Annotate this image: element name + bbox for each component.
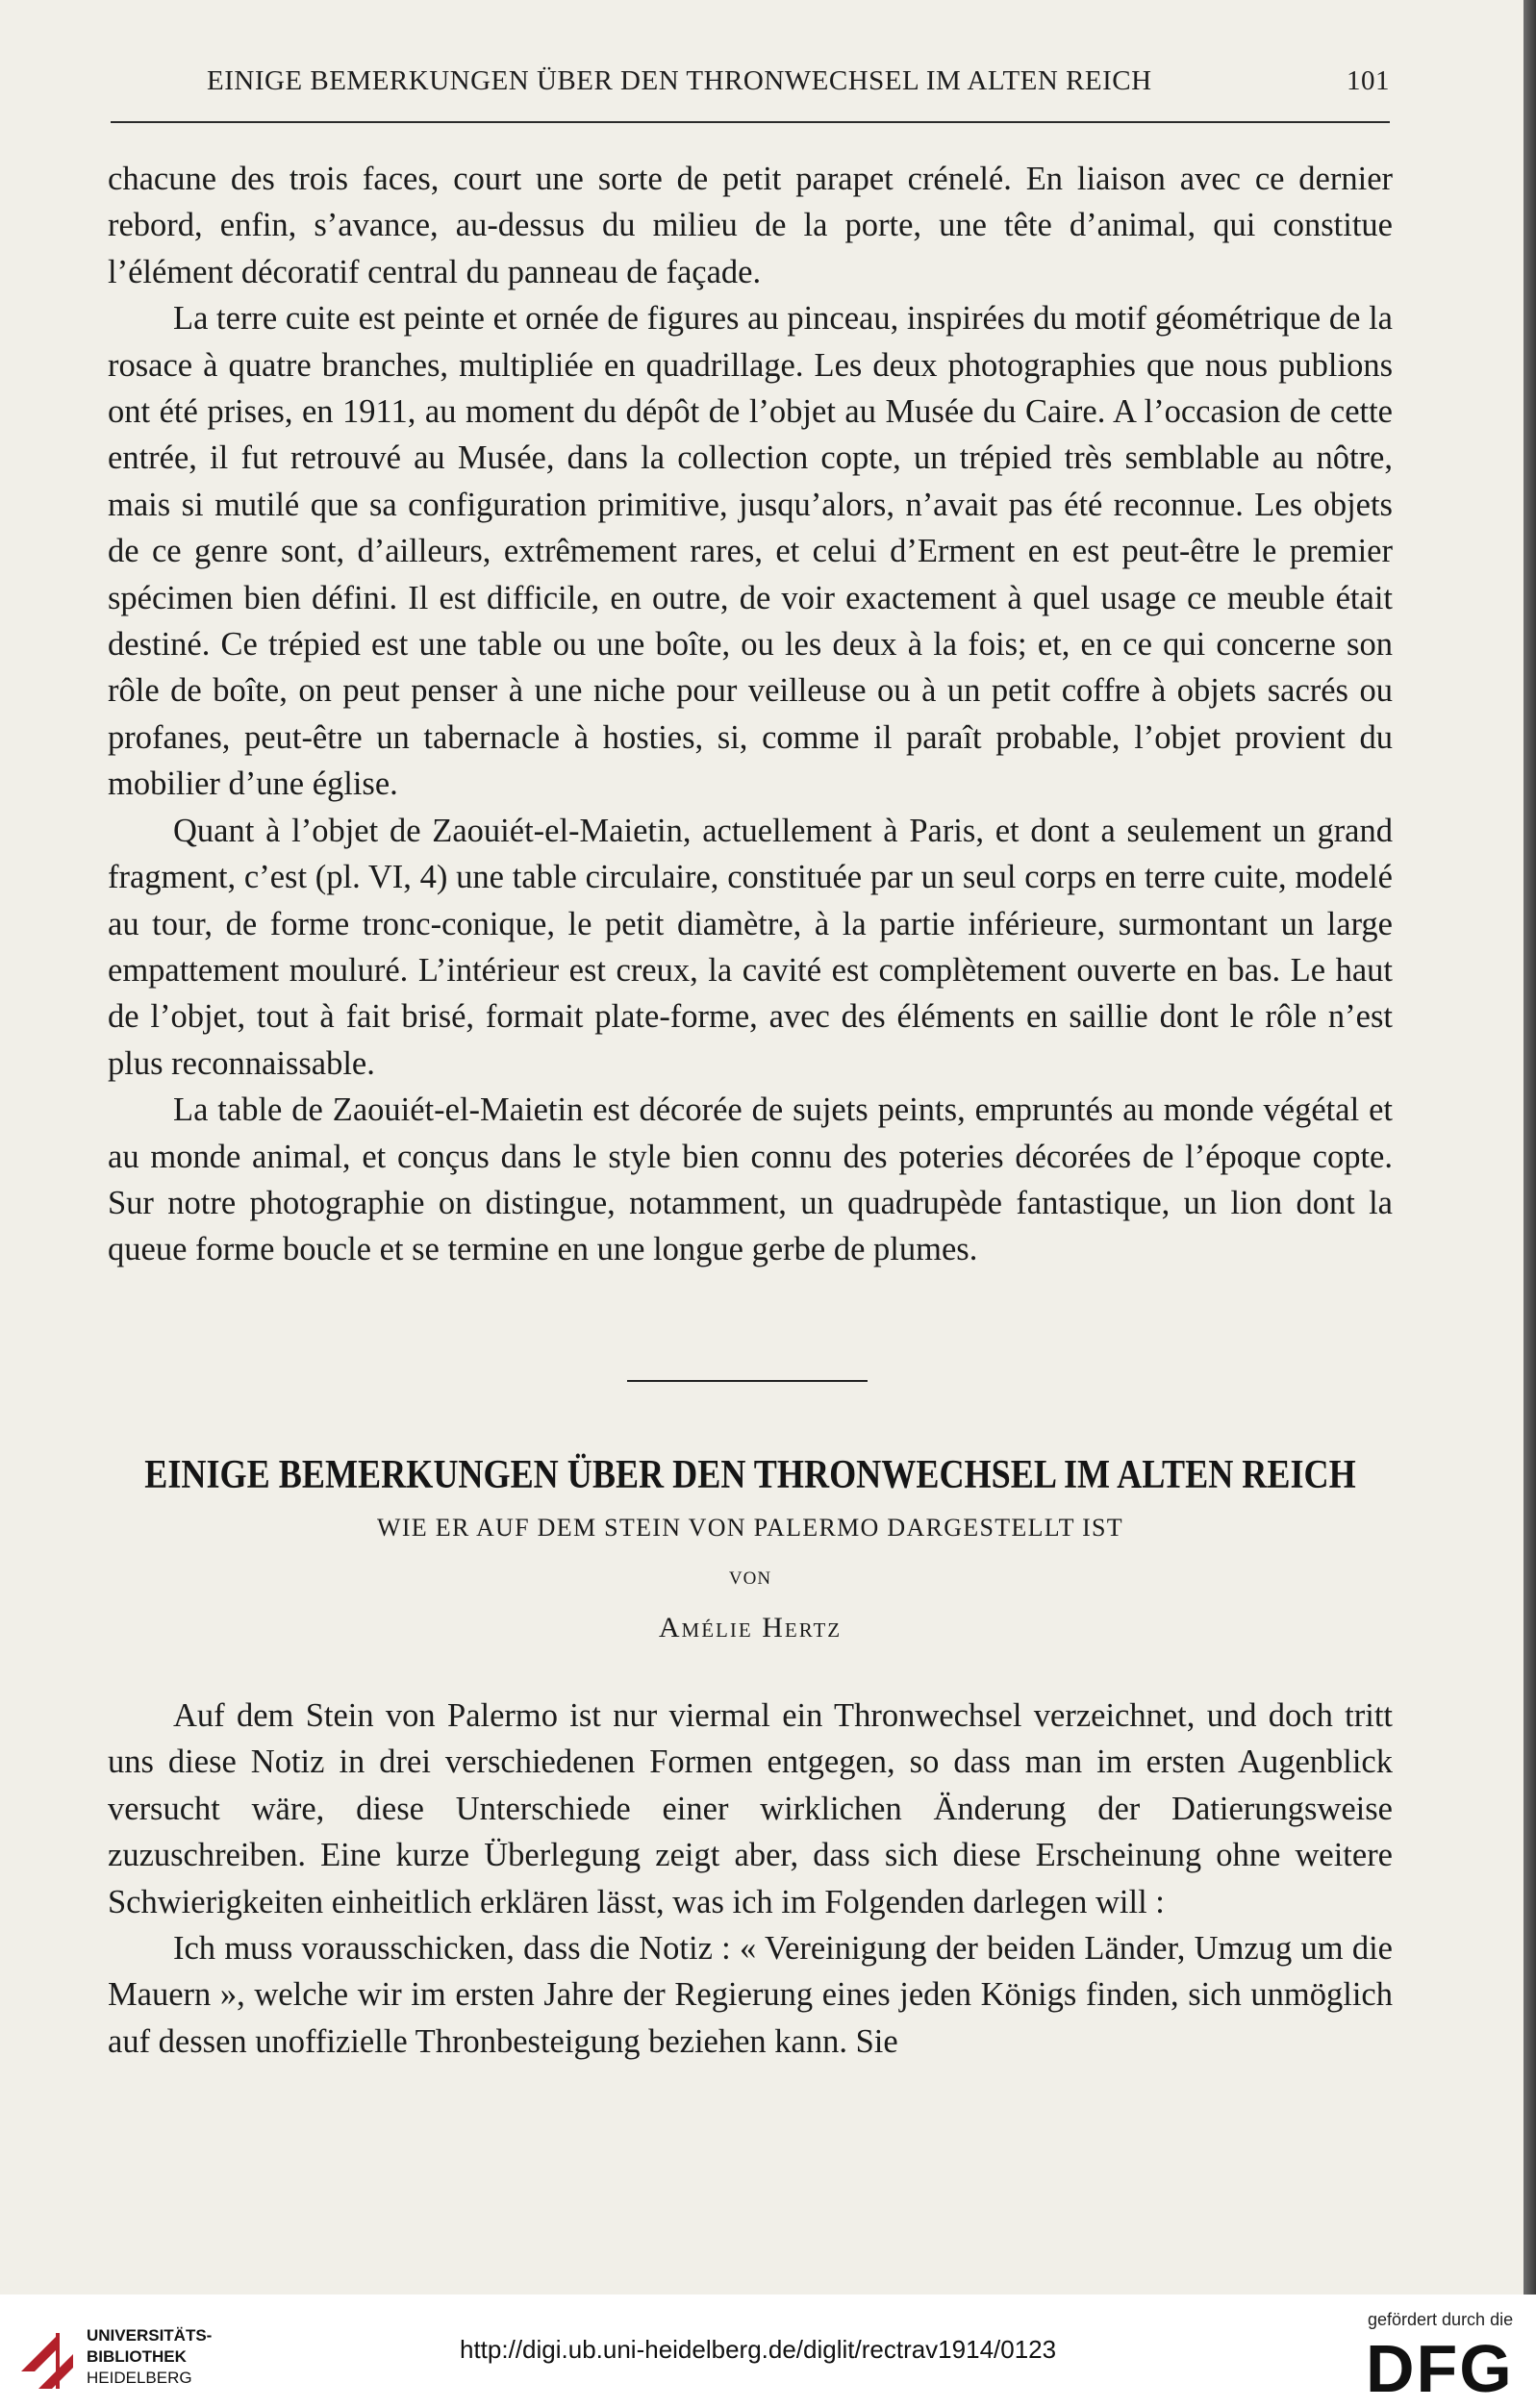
library-line: BIBLIOTHEK (87, 2347, 187, 2366)
article-subtitle: WIE ER AUF DEM STEIN VON PALERMO DARGESTELLT IST (377, 1514, 1123, 1542)
page-edge (1523, 0, 1536, 2295)
library-line: HEIDELBERG (87, 2369, 192, 2387)
dfg-logo: DFG (1366, 2331, 1514, 2406)
german-text-block (108, 1693, 1393, 2065)
page-number: 101 (1347, 65, 1390, 96)
section-separator (627, 1380, 868, 1382)
library-name (87, 2325, 212, 2389)
library-line: UNIVERSITÄTS- (87, 2326, 213, 2345)
paragraph: Quant à l’objet de Zaouiét-el-Maietin, actuellement à Paris, et dont a seulement un grand fragment, c’est (pl. VI, 4) une table circulaire, constituée par un seul corps en terre cuite, modelé au tour, de forme tronc-conique, le petit diamètre, à la partie inférieure, surmontant un large empattement mouluré. L’intérieur est creux, la cavité est complètement ouverte en bas. Le haut de l’objet, tout à fait brisé, formait plate-forme, avec des éléments en saillie dont le rôle n’est plus reconnaissable. (108, 812, 1393, 1082)
paragraph: La terre cuite est peinte et ornée de figures au pinceau, inspirées du motif géométrique de la rosace à quatre branches, multipliée en quadrillage. Les deux photographies que nous publions ont été prises, en 1911, au moment du dépôt de l’objet au Musée du Caire. A l’occasion de cette entrée, il fut retrouvé au Musée, dans la collection copte, un trépied très semblable au nôtre, mais si mutilé que sa configuration primitive, jusqu’alors, n’avait pas été reconnue. Les objets de ce genre sont, d’ailleurs, extrêmement rares, et celui d’Erment en est peut-être le premier spécimen bien défini. Il est difficile, en outre, de voir exactement à quel usage ce meuble était destiné. Ce trépied est une table ou une boîte, ou les deux à la fois; et, en ce qui concerne son rôle de boîte, on peut penser à une niche pour veilleuse ou à un petit coffre à objets sacrés ou profanes, peut-être un tabernacle à hosties, si, comme il paraît probable, l’objet provient du mobilier d’une église. (108, 300, 1393, 803)
funded-by-label: gefördert durch die (1368, 2310, 1514, 2329)
paragraph: La table de Zaouiét-el-Maietin est décorée de sujets peints, empruntés au monde végétal et au monde animal, et conçus dans le style bien connu des poteries décorées de l’époque copte. Sur notre photographie on distingue, notamment, un quadrupède fantastique, un lion dont la queue forme boucle et se termine en une longue gerbe de plumes. (108, 1091, 1393, 1268)
paragraph: Ich muss vorausschicken, dass die Notiz : « Vereinigung der beiden Länder, Umzug um die Mauern », welche wir im ersten Jahre der Regierung eines jeden Königs finden, sich unmöglich auf dessen unoffizielle Thronbesteigung beziehen kann. Sie (108, 1930, 1393, 2060)
paragraph: chacune des trois faces, court une sorte de petit parapet crénelé. En liaison avec ce dernier rebord, enfin, s’avance, au-dessus du milieu de la porte, une tête d’animal, qui constitue l’élément décoratif central du panneau de façade. (108, 161, 1393, 290)
running-head-title: EINIGE BEMERKUNGEN ÜBER DEN THRONWECHSEL IM ALTEN REICH (207, 65, 1152, 96)
paragraph: Auf dem Stein von Palermo ist nur viermal ein Thronwechsel verzeichnet, und doch tritt uns diese Notiz in drei verschiedenen Formen entgegen, so dass man im ersten Augenblick versucht wäre, diese Unterschiede einer wirklichen Änderung der Datierungsweise zuzuschreiben. Eine kurze Überlegung zeigt aber, dass sich diese Erscheinung ohne weitere Schwierigkeiten einheitlich erklären lässt, was ich im Folgenden darlegen will : (108, 1697, 1393, 1920)
source-url-link[interactable]: http://digi.ub.uni-heidelberg.de/diglit/rectrav1914/0123 (460, 2335, 1057, 2364)
article-by: VON (728, 1568, 772, 1589)
article-title: EINIGE BEMERKUNGEN ÜBER DEN THRONWECHSEL IM ALTEN REICH (144, 1453, 1356, 1497)
french-text-block (108, 156, 1393, 1273)
article-author: Amélie Hertz (658, 1612, 843, 1643)
header-rule (111, 121, 1390, 123)
